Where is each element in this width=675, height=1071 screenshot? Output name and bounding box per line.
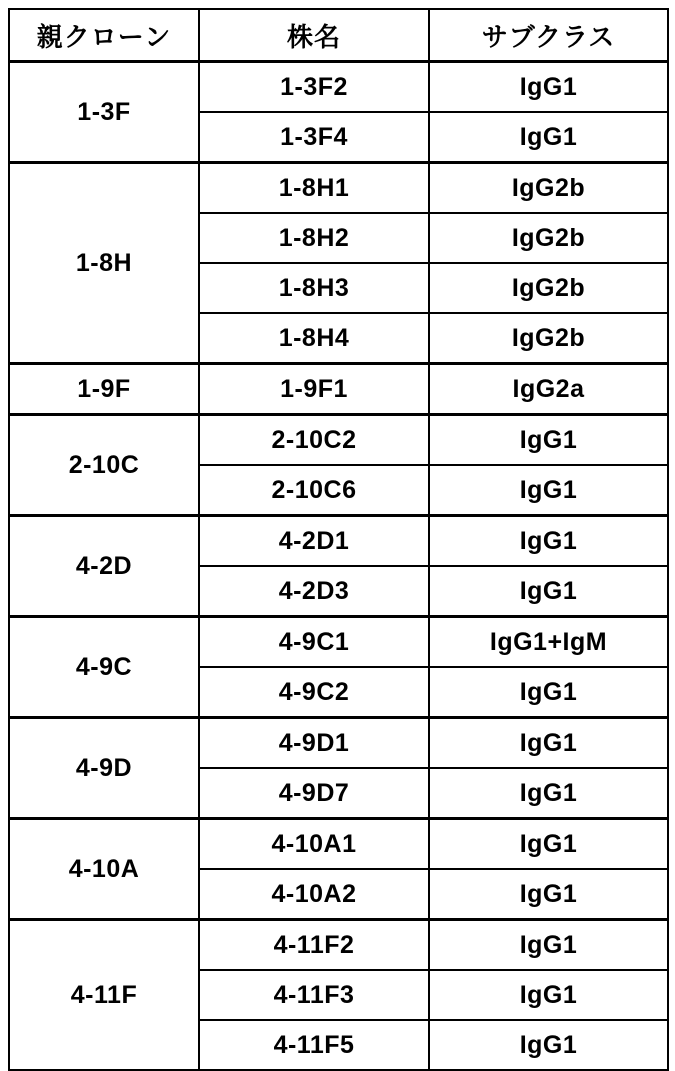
subclass-cell: IgG1	[429, 819, 668, 870]
parent-clone-cell: 1-9F	[9, 364, 199, 415]
subclass-cell: IgG1	[429, 768, 668, 819]
subclass-cell: IgG1	[429, 869, 668, 920]
parent-clone-cell: 4-10A	[9, 819, 199, 920]
strain-name-cell: 4-10A1	[199, 819, 429, 870]
strain-name-cell: 4-10A2	[199, 869, 429, 920]
parent-clone-cell: 4-11F	[9, 920, 199, 1071]
strain-name-cell: 4-2D1	[199, 516, 429, 567]
strain-name-cell: 4-11F3	[199, 970, 429, 1020]
subclass-cell: IgG1	[429, 718, 668, 769]
subclass-cell: IgG1	[429, 415, 668, 466]
strain-name-cell: 1-3F4	[199, 112, 429, 163]
subclass-cell: IgG1	[429, 62, 668, 113]
table-row	[9, 163, 668, 214]
table-row	[9, 62, 668, 113]
parent-clone-cell: 1-8H	[9, 163, 199, 364]
strain-name-cell: 4-9D7	[199, 768, 429, 819]
parent-clone-cell: 4-2D	[9, 516, 199, 617]
strain-name-cell: 4-11F5	[199, 1020, 429, 1070]
table-body	[9, 62, 668, 1071]
table-row	[9, 516, 668, 567]
strain-name-cell: 1-8H1	[199, 163, 429, 214]
table-row	[9, 718, 668, 769]
strain-name-cell: 1-8H3	[199, 263, 429, 313]
subclass-cell: IgG1	[429, 465, 668, 516]
strain-name-cell: 1-3F2	[199, 62, 429, 113]
subclass-cell: IgG1	[429, 112, 668, 163]
strain-name-cell: 4-11F2	[199, 920, 429, 971]
strain-name-cell: 1-8H4	[199, 313, 429, 364]
column-header-parent-clone: 親クローン	[9, 9, 199, 62]
table-header-row	[9, 9, 668, 62]
column-header-subclass: サブクラス	[429, 9, 668, 62]
subclass-cell: IgG2b	[429, 213, 668, 263]
strain-name-cell: 4-2D3	[199, 566, 429, 617]
table-row	[9, 819, 668, 870]
strain-name-cell: 4-9C2	[199, 667, 429, 718]
subclass-cell: IgG1	[429, 970, 668, 1020]
subclass-cell: IgG1+IgM	[429, 617, 668, 668]
subclass-cell: IgG1	[429, 920, 668, 971]
table-row	[9, 415, 668, 466]
table-header	[9, 9, 668, 62]
subclass-cell: IgG2a	[429, 364, 668, 415]
subclass-cell: IgG1	[429, 516, 668, 567]
subclass-cell: IgG2b	[429, 163, 668, 214]
clone-subclass-table	[8, 8, 669, 1071]
subclass-cell: IgG2b	[429, 263, 668, 313]
subclass-cell: IgG1	[429, 1020, 668, 1070]
strain-name-cell: 2-10C6	[199, 465, 429, 516]
parent-clone-cell: 4-9C	[9, 617, 199, 718]
strain-name-cell: 4-9C1	[199, 617, 429, 668]
strain-name-cell: 2-10C2	[199, 415, 429, 466]
parent-clone-cell: 1-3F	[9, 62, 199, 163]
parent-clone-cell: 2-10C	[9, 415, 199, 516]
parent-clone-cell: 4-9D	[9, 718, 199, 819]
column-header-strain-name: 株名	[199, 9, 429, 62]
table-row	[9, 617, 668, 668]
subclass-cell: IgG1	[429, 667, 668, 718]
table-row	[9, 920, 668, 971]
subclass-cell: IgG2b	[429, 313, 668, 364]
table-row	[9, 364, 668, 415]
strain-name-cell: 4-9D1	[199, 718, 429, 769]
subclass-cell: IgG1	[429, 566, 668, 617]
strain-name-cell: 1-8H2	[199, 213, 429, 263]
strain-name-cell: 1-9F1	[199, 364, 429, 415]
